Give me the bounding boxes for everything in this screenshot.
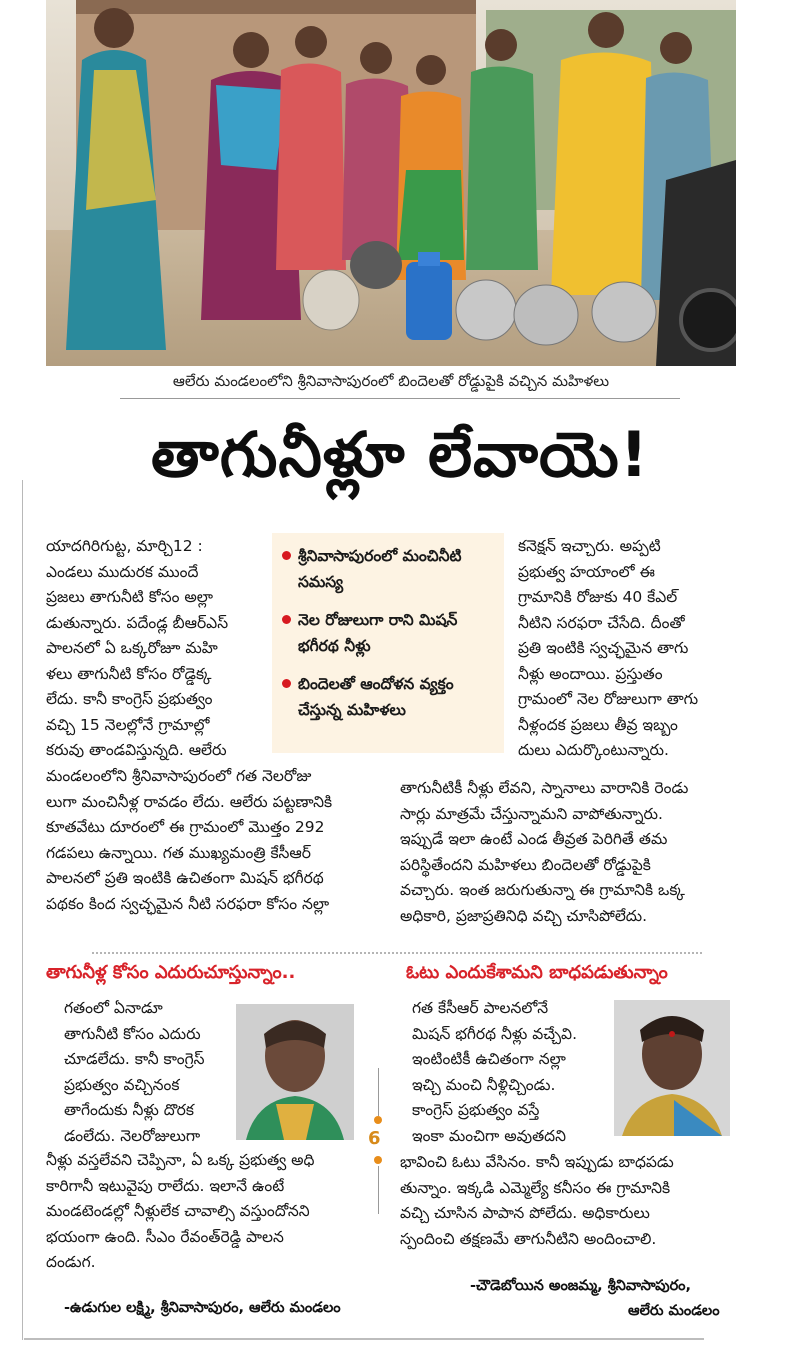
bullet-icon <box>282 551 291 560</box>
highlight-text: శ్రీనివాసాపురంలో మంచినీటి సమస్య <box>298 547 462 591</box>
photo-illustration <box>46 0 736 366</box>
highlights-box <box>272 533 504 753</box>
quote-line: ఇచ్చి మంచి నీళ్లిచ్చిండు. <box>412 1075 556 1094</box>
quote-line: తాగునీటి కోసం ఎదురు <box>64 1024 201 1043</box>
quote-line: మండటెండల్లో నీళ్లులేక చావాల్సి వస్తుందోనని <box>46 1202 310 1220</box>
quote-left-narrow <box>64 996 236 1149</box>
article-line: ప్రతి ఇంటికి స్వచ్ఛమైన తాగు <box>518 639 689 657</box>
article-line: గడపలు ఉన్నాయి. గత ముఖ్యమంత్రి కేసీఆర్ <box>46 843 311 862</box>
quote-line: మిషన్ భగీరథ నీళ్లు వచ్చేవి. <box>412 1024 577 1043</box>
quote-line: భయంగా ఉంది. సీఎం రేవంత్‌రెడ్డి పాలన <box>46 1227 284 1246</box>
article-line: ప్రభుత్వ హయాంలో ఈ <box>518 562 655 581</box>
quote-left-heading: తాగునీళ్ల కోసం ఎదురుచూస్తున్నాం.. <box>46 962 296 983</box>
headline: తాగునీళ్లూ లేవాయె! <box>150 418 650 491</box>
highlight-item <box>282 671 498 723</box>
page-marker-rule <box>378 1068 379 1116</box>
article-left-narrow <box>46 534 264 764</box>
quote-right-narrow <box>412 996 622 1149</box>
quote-right-wide <box>400 1150 732 1252</box>
page-number: 6 <box>368 1128 381 1149</box>
quote-left-wide <box>46 1148 362 1276</box>
portrait-woman-right <box>614 1000 730 1136</box>
quote-line: కాంగ్రెస్ ప్రభుత్వం వస్తే <box>412 1101 540 1119</box>
section-separator <box>92 952 702 954</box>
highlight-text: నెల రోజులుగా రాని మిషన్ భగీరథ నీళ్లు <box>298 611 458 655</box>
article-right-wide <box>400 776 732 929</box>
portrait-woman-left <box>236 1004 354 1140</box>
article-line: పథకం కింద స్వచ్ఛమైన నీటి సరఫరా కోసం నల్లా <box>46 894 330 913</box>
quote-left-credit: -ఉడుగుల లక్ష్మి, శ్రీనివాసాపురం, ఆలేరు మండలం <box>64 1300 341 1316</box>
quote-line: తున్నాం. ఇక్కడి ఎమ్మెల్యే కనీసం ఈ గ్రామానికి <box>400 1178 671 1197</box>
page-marker-dot <box>374 1116 382 1124</box>
portrait-illustration <box>236 1004 354 1140</box>
article-line: సార్లు మాత్రమే చేస్తున్నామని వాపోతున్నారు. <box>400 804 663 823</box>
article-line: గ్రామానికి రోజుకు 40 కేఎల్ <box>518 588 678 606</box>
bullet-icon <box>282 679 291 688</box>
page-marker-dot <box>374 1156 382 1164</box>
article-line: ఎండలు ముదురక ముందే <box>46 562 199 581</box>
photo-caption: ఆలేరు మండలంలోని శ్రీనివాసాపురంలో బిందెలతో రోడ్డుపైకి వచ్చిన మహిళలు <box>172 372 610 390</box>
quote-line: గత కేసీఆర్ పాలనలోనే <box>412 999 549 1017</box>
quote-line: ఇంకా మంచిగా అవుతదని <box>412 1126 566 1145</box>
highlight-item <box>282 607 498 659</box>
article-line: కూతవేటు దూరంలో ఈ గ్రామంలో మొత్తం 292 <box>46 818 325 836</box>
article-line: లుగా మంచినీళ్ల రావడం లేదు. ఆలేరు పట్టణానికి <box>46 792 333 811</box>
quote-right-credit-place: ఆలేరు మండలం <box>628 1303 720 1319</box>
article-line: అధికారి, ప్రజాప్రతినిధి వచ్చి చూసిపోలేదు. <box>400 906 648 925</box>
article-line: ళలు తాగునీటి కోసం రోడ్డెక్క <box>46 664 212 683</box>
article-line: కరువు తాండవిస్తున్నది. ఆలేరు <box>46 741 227 759</box>
article-line: పాలనలో ప్రతి ఇంటికి ఉచితంగా మిషన్ భగీరథ <box>46 869 324 887</box>
article-line: పాలనలో ఏ ఒక్కరోజూ మహి <box>46 639 218 657</box>
article-line: గ్రామంలో నెల రోజులుగా తాగు <box>518 690 699 708</box>
quote-line: కారిగానీ ఇటువైపు రాలేదు. ఇలానే ఉంటే <box>46 1176 285 1195</box>
article-line: ప్రజలు తాగునీటి కోసం అల్లా <box>46 588 214 606</box>
left-column-rule <box>22 480 23 1340</box>
article-line: నీళ్లందక ప్రజలు తీవ్ర ఇబ్బం <box>518 715 678 734</box>
quote-line: భావించి ఓటు వేసినం. కానీ ఇప్పుడు బాధపడు <box>400 1153 674 1171</box>
quote-right-credit: -చౌడెబోయిన అంజమ్మ, శ్రీనివాసాపురం, <box>470 1278 692 1294</box>
highlight-text: బిందెలతో ఆందోళన వ్యక్తం చేస్తున్న మహిళలు <box>298 675 454 719</box>
caption-divider <box>120 398 680 399</box>
highlight-item <box>282 543 498 595</box>
quote-line: ఇంటింటికీ ఉచితంగా నల్లా <box>412 1050 566 1068</box>
quote-line: గతంలో ఏనాడూ <box>64 999 163 1017</box>
quote-right-heading: ఓటు ఎందుకేశామని బాధపడుతున్నాం <box>406 962 668 983</box>
news-photo <box>46 0 736 366</box>
quote-line: ప్రభుత్వం వచ్చినంక <box>64 1075 180 1094</box>
page-marker-rule <box>378 1166 379 1214</box>
article-line: నీటిని సరఫరా చేసేది. దీంతో <box>518 613 685 632</box>
quote-line: వచ్చి చూసిన పాపాన పోలేదు. అధికారులు <box>400 1204 650 1222</box>
article-line: దులు ఎదుర్కొంటున్నారు. <box>518 741 669 759</box>
quote-line: తాగేందుకు నీళ్లు దొరక <box>64 1101 194 1119</box>
article-line: నీళ్లు అందాయి. ప్రస్తుతం <box>518 664 663 683</box>
quote-line: చూడలేదు. కానీ కాంగ్రెస్ <box>64 1050 205 1068</box>
article-line: వచ్చారు. ఇంత జరుగుతున్నా ఈ గ్రామానికి ఒక్క <box>400 881 685 899</box>
article-line: యాదగిరిగుట్ట, మార్చి12 : <box>46 537 203 555</box>
article-line: లేదు. కానీ కాంగ్రెస్ ప్రభుత్వం <box>46 690 213 708</box>
article-line: తాగునీటికీ నీళ్లు లేవని, స్నానాలు వారానికి రెండు <box>400 779 689 797</box>
quote-line: దండుగ. <box>46 1253 96 1271</box>
quote-line: స్పందించి తక్షణమే తాగునీటిని అందించాలి. <box>400 1229 657 1248</box>
article-line: డుతున్నారు. పదేండ్ల బీఆర్ఎస్ <box>46 613 229 632</box>
bullet-icon <box>282 615 291 624</box>
article-line: కనెక్షన్ ఇచ్చారు. అప్పటి <box>518 537 661 555</box>
article-line: పరిస్థితేందని మహిళలు బిందెలతో రోడ్డుపైకి <box>400 855 651 874</box>
quote-line: నీళ్లు వస్తలేవని చెప్పినా, ఏ ఒక్క ప్రభుత్వ అధి <box>46 1151 315 1169</box>
article-line: ఇప్పుడే ఇలా ఉంటే ఎండ తీవ్రత పెరిగితే తమ <box>400 830 668 848</box>
article-line: మండలంలోని శ్రీనివాసాపురంలో గత నెలరోజు <box>46 767 312 785</box>
quote-line: డంలేదు. నెలరోజులుగా <box>64 1126 201 1145</box>
article-left-wide <box>46 764 386 917</box>
portrait-illustration <box>614 1000 730 1136</box>
bottom-rule <box>24 1338 704 1340</box>
article-right-narrow <box>518 534 732 764</box>
article-line: వచ్చి 15 నెలల్లోనే గ్రామాల్లో <box>46 715 210 734</box>
